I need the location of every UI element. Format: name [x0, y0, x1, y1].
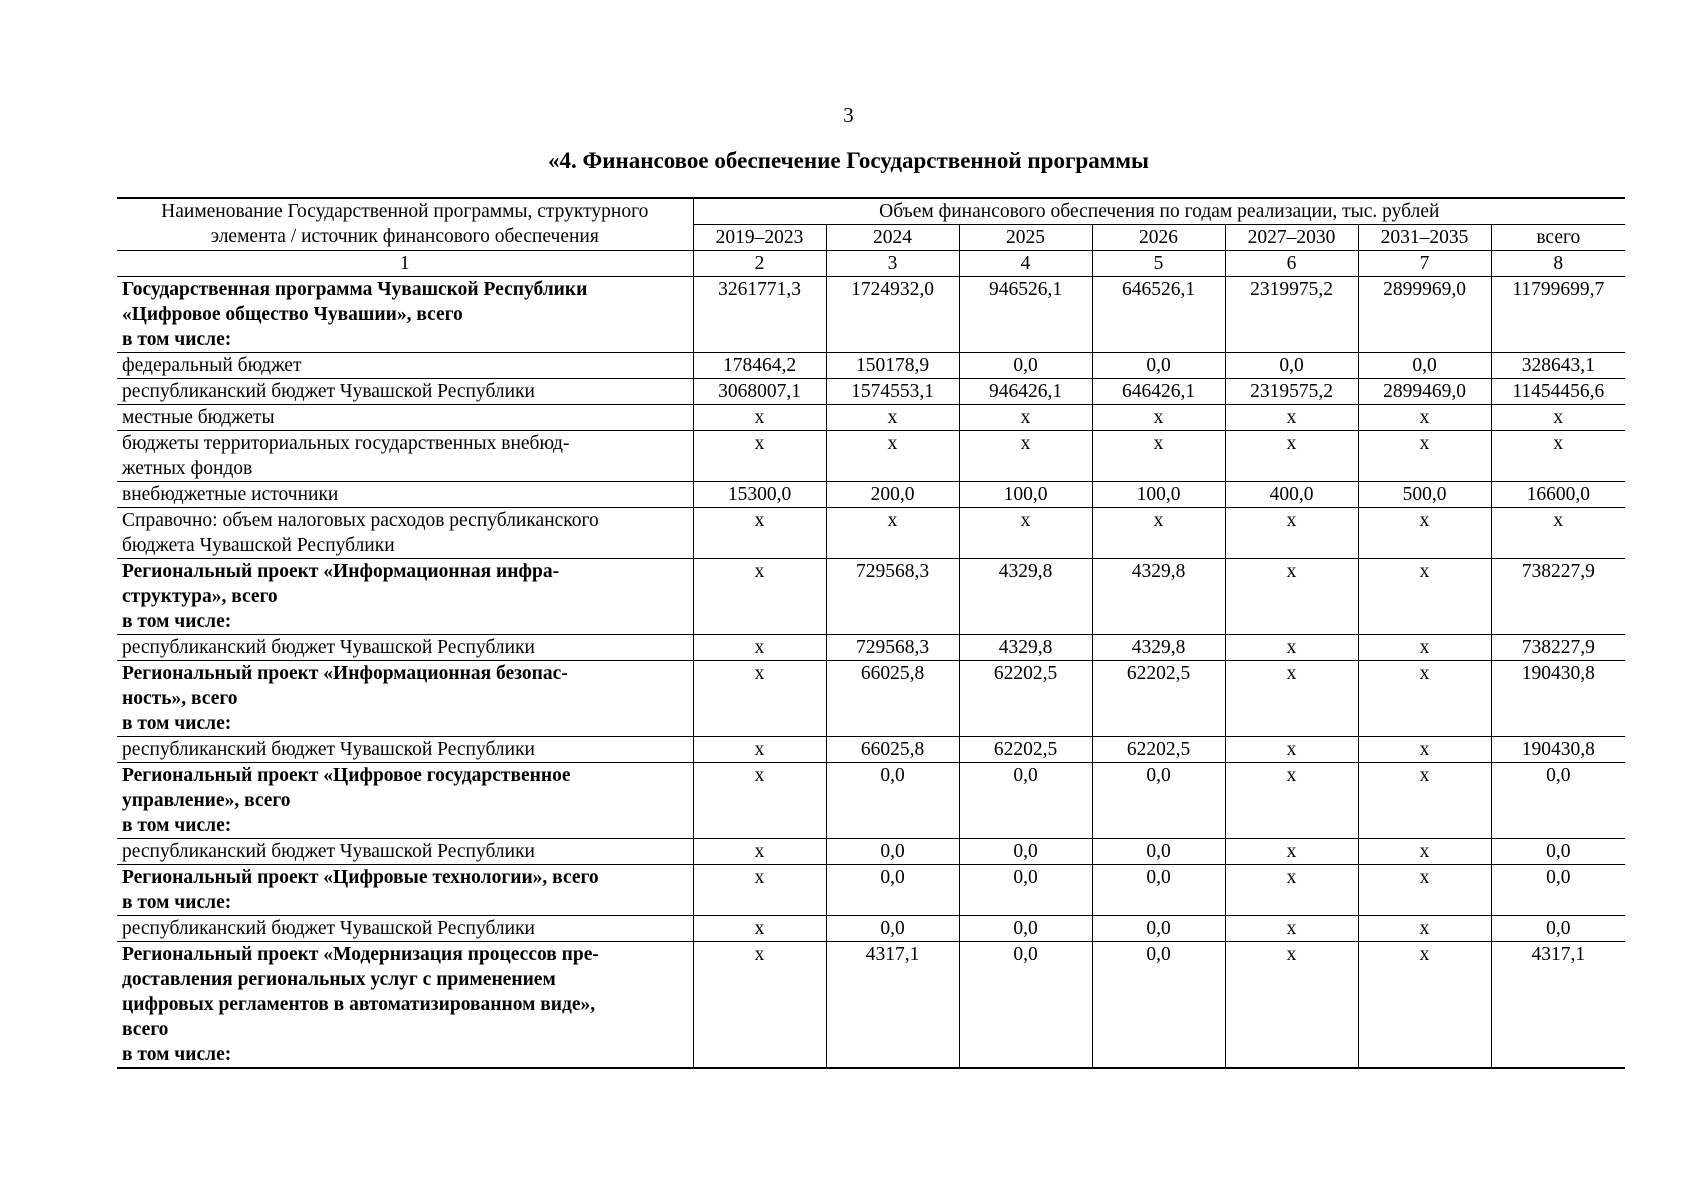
value-cell: х	[1225, 865, 1358, 916]
value-cell: 0,0	[959, 916, 1092, 942]
value-cell: 729568,3	[826, 559, 959, 635]
header-period: 2025	[959, 225, 1092, 251]
value-cell: х	[1225, 431, 1358, 482]
row-name-line: Региональный проект «Цифровые технологии», всего	[122, 867, 599, 888]
value-cell: 646526,1	[1092, 277, 1225, 353]
row-name-line: всего	[122, 1019, 169, 1040]
value-cell: х	[1225, 559, 1358, 635]
value-cell: 646426,1	[1092, 379, 1225, 405]
value-cell: 0,0	[959, 353, 1092, 379]
row-name-line: республиканский бюджет Чувашской Республики	[122, 841, 535, 862]
value-cell: х	[826, 405, 959, 431]
value-cell: х	[1358, 431, 1491, 482]
value-cell: х	[1225, 737, 1358, 763]
value-cell: 0,0	[1092, 763, 1225, 839]
value-cell: х	[959, 431, 1092, 482]
row-name-line: управление», всего	[122, 790, 291, 811]
section-title: «4. Финансовое обеспечение Государственной программы	[548, 148, 1149, 173]
table-row	[117, 916, 1625, 942]
value-cell: х	[1358, 559, 1491, 635]
table-row	[117, 482, 1625, 508]
total-value-cell: 0,0	[1491, 865, 1625, 916]
row-name-cell	[117, 865, 693, 916]
table-row	[117, 661, 1625, 737]
header-row-1	[117, 198, 1625, 225]
row-name-line: республиканский бюджет Чувашской Республики	[122, 739, 535, 760]
value-cell: х	[1225, 508, 1358, 559]
value-cell: х	[693, 737, 826, 763]
page-number: 3	[843, 103, 854, 127]
table-body	[117, 277, 1625, 1069]
value-cell: 62202,5	[959, 737, 1092, 763]
column-number: 6	[1225, 251, 1358, 277]
total-value-cell: 738227,9	[1491, 635, 1625, 661]
value-cell: 0,0	[1092, 353, 1225, 379]
column-number: 4	[959, 251, 1092, 277]
header-period: 2027–2030	[1225, 225, 1358, 251]
value-cell: 4329,8	[959, 559, 1092, 635]
row-name-line: в том числе:	[122, 611, 232, 632]
value-cell: 0,0	[826, 839, 959, 865]
total-value-cell: 190430,8	[1491, 661, 1625, 737]
row-name-line: Государственная программа Чувашской Республики	[122, 279, 588, 300]
row-name-cell	[117, 405, 693, 431]
value-cell: х	[693, 942, 826, 1069]
row-name-line: структура», всего	[122, 586, 278, 607]
value-cell: х	[1358, 916, 1491, 942]
value-cell: 0,0	[959, 839, 1092, 865]
value-cell: 3068007,1	[693, 379, 826, 405]
total-value-cell: 328643,1	[1491, 353, 1625, 379]
column-number: 8	[1491, 251, 1625, 277]
value-cell: 0,0	[1092, 839, 1225, 865]
table-row	[117, 635, 1625, 661]
value-cell: 4329,8	[1092, 559, 1225, 635]
value-cell: 0,0	[959, 763, 1092, 839]
table-header	[117, 198, 1625, 277]
value-cell: 4329,8	[1092, 635, 1225, 661]
financing-table	[117, 197, 1625, 1069]
row-name-line: республиканский бюджет Чувашской Республики	[122, 637, 535, 658]
value-cell: х	[693, 839, 826, 865]
value-cell: х	[1358, 635, 1491, 661]
value-cell: х	[693, 508, 826, 559]
value-cell: х	[1358, 661, 1491, 737]
header-period-total: всего	[1491, 225, 1625, 251]
value-cell: 0,0	[959, 865, 1092, 916]
value-cell: 0,0	[826, 865, 959, 916]
value-cell: х	[693, 916, 826, 942]
value-cell: х	[1358, 405, 1491, 431]
row-name-line: бюджеты территориальных государственных внебюд-	[122, 433, 570, 454]
header-period: 2019–2023	[693, 225, 826, 251]
row-name-cell	[117, 839, 693, 865]
row-name-cell	[117, 661, 693, 737]
value-cell: 62202,5	[1092, 737, 1225, 763]
value-cell: х	[826, 508, 959, 559]
row-name-line: республиканский бюджет Чувашской Республики	[122, 918, 535, 939]
header-period: 2031–2035	[1358, 225, 1491, 251]
column-number: 1	[117, 251, 693, 277]
value-cell: х	[693, 661, 826, 737]
row-name-cell	[117, 916, 693, 942]
value-cell: х	[693, 635, 826, 661]
row-name-line: в том числе:	[122, 329, 232, 350]
value-cell: х	[1358, 737, 1491, 763]
value-cell: 15300,0	[693, 482, 826, 508]
value-cell: х	[693, 431, 826, 482]
row-name-line: доставления региональных услуг с применением	[122, 969, 556, 990]
row-name-cell	[117, 277, 693, 353]
row-name-cell	[117, 508, 693, 559]
table-row	[117, 277, 1625, 353]
value-cell: 200,0	[826, 482, 959, 508]
value-cell: 0,0	[826, 916, 959, 942]
value-cell: 0,0	[1358, 353, 1491, 379]
row-name-line: внебюджетные источники	[122, 484, 339, 505]
value-cell: 0,0	[1225, 353, 1358, 379]
column-number: 5	[1092, 251, 1225, 277]
value-cell: 1574553,1	[826, 379, 959, 405]
row-name-line: федеральный бюджет	[122, 355, 302, 376]
value-cell: 66025,8	[826, 737, 959, 763]
value-cell: 400,0	[1225, 482, 1358, 508]
value-cell: х	[826, 431, 959, 482]
row-name-line: Региональный проект «Информационная безопас-	[122, 663, 568, 684]
value-cell: 62202,5	[959, 661, 1092, 737]
table-row	[117, 508, 1625, 559]
value-cell: 4317,1	[826, 942, 959, 1069]
header-period: 2024	[826, 225, 959, 251]
value-cell: 4329,8	[959, 635, 1092, 661]
value-cell: х	[1358, 942, 1491, 1069]
value-cell: 178464,2	[693, 353, 826, 379]
row-name-line: «Цифровое общество Чувашии», всего	[122, 304, 463, 325]
header-name-column: Наименование Государственной программы, структурного элемента / источник финансового обеспечения	[117, 198, 693, 251]
table-row	[117, 763, 1625, 839]
total-value-cell: 738227,9	[1491, 559, 1625, 635]
value-cell: х	[693, 559, 826, 635]
value-cell: 0,0	[1092, 865, 1225, 916]
row-name-line: Региональный проект «Информационная инфра-	[122, 561, 560, 582]
table-row	[117, 559, 1625, 635]
total-value-cell: 0,0	[1491, 839, 1625, 865]
value-cell: 729568,3	[826, 635, 959, 661]
row-name-line: в том числе:	[122, 713, 232, 734]
value-cell: 66025,8	[826, 661, 959, 737]
value-cell: 2319975,2	[1225, 277, 1358, 353]
total-value-cell: х	[1491, 431, 1625, 482]
value-cell: х	[1358, 865, 1491, 916]
row-name-line: местные бюджеты	[122, 407, 275, 428]
total-value-cell: 11454456,6	[1491, 379, 1625, 405]
value-cell: 100,0	[1092, 482, 1225, 508]
total-value-cell: 0,0	[1491, 916, 1625, 942]
value-cell: 0,0	[1092, 942, 1225, 1069]
row-name-line: Региональный проект «Цифровое государственное	[122, 765, 571, 786]
value-cell: 500,0	[1358, 482, 1491, 508]
row-name-line: в том числе:	[122, 1044, 232, 1065]
total-value-cell: 190430,8	[1491, 737, 1625, 763]
value-cell: х	[1225, 763, 1358, 839]
column-number: 3	[826, 251, 959, 277]
value-cell: х	[1092, 508, 1225, 559]
value-cell: 946526,1	[959, 277, 1092, 353]
value-cell: 62202,5	[1092, 661, 1225, 737]
total-value-cell: х	[1491, 405, 1625, 431]
value-cell: х	[1358, 763, 1491, 839]
header-period: 2026	[1092, 225, 1225, 251]
value-cell: х	[1358, 839, 1491, 865]
value-cell: 2899969,0	[1358, 277, 1491, 353]
value-cell: х	[959, 508, 1092, 559]
value-cell: 150178,9	[826, 353, 959, 379]
total-value-cell: 4317,1	[1491, 942, 1625, 1069]
table-row	[117, 379, 1625, 405]
header-numbers-row	[117, 251, 1625, 277]
table-row	[117, 865, 1625, 916]
total-value-cell: х	[1491, 508, 1625, 559]
row-name-line: жетных фондов	[122, 458, 253, 479]
row-name-cell	[117, 763, 693, 839]
row-name-cell	[117, 431, 693, 482]
value-cell: х	[1225, 635, 1358, 661]
table-row	[117, 942, 1625, 1069]
row-name-line: цифровых регламентов в автоматизированном виде»,	[122, 994, 596, 1015]
table-row	[117, 353, 1625, 379]
value-cell: 0,0	[1092, 916, 1225, 942]
row-name-cell	[117, 942, 693, 1069]
value-cell: х	[1358, 508, 1491, 559]
column-number: 2	[693, 251, 826, 277]
table-row	[117, 431, 1625, 482]
row-name-cell	[117, 635, 693, 661]
row-name-line: бюджета Чувашской Республики	[122, 535, 395, 556]
value-cell: х	[1225, 405, 1358, 431]
row-name-line: Справочно: объем налоговых расходов республиканского	[122, 510, 599, 531]
row-name-cell	[117, 379, 693, 405]
table-row	[117, 839, 1625, 865]
row-name-line: республиканский бюджет Чувашской Республики	[122, 381, 535, 402]
row-name-line: Региональный проект «Модернизация процессов пре-	[122, 944, 599, 965]
value-cell: х	[1225, 916, 1358, 942]
value-cell: х	[693, 865, 826, 916]
row-name-line: ность», всего	[122, 688, 238, 709]
row-name-line: в том числе:	[122, 815, 232, 836]
value-cell: х	[1225, 661, 1358, 737]
total-value-cell: 16600,0	[1491, 482, 1625, 508]
value-cell: 0,0	[959, 942, 1092, 1069]
value-cell: х	[959, 405, 1092, 431]
value-cell: 2319575,2	[1225, 379, 1358, 405]
value-cell: х	[693, 763, 826, 839]
value-cell: 100,0	[959, 482, 1092, 508]
table-row	[117, 737, 1625, 763]
value-cell: 1724932,0	[826, 277, 959, 353]
value-cell: х	[1092, 405, 1225, 431]
value-cell: х	[1225, 839, 1358, 865]
value-cell: х	[1225, 942, 1358, 1069]
value-cell: 946426,1	[959, 379, 1092, 405]
value-cell: х	[1092, 431, 1225, 482]
header-group-label: Объем финансового обеспечения по годам реализации, тыс. рублей	[693, 198, 1625, 225]
table-row	[117, 405, 1625, 431]
total-value-cell: 0,0	[1491, 763, 1625, 839]
row-name-cell	[117, 559, 693, 635]
value-cell: 3261771,3	[693, 277, 826, 353]
row-name-cell	[117, 737, 693, 763]
row-name-line: в том числе:	[122, 892, 232, 913]
row-name-cell	[117, 482, 693, 508]
column-number: 7	[1358, 251, 1491, 277]
value-cell: х	[693, 405, 826, 431]
total-value-cell: 11799699,7	[1491, 277, 1625, 353]
value-cell: 2899469,0	[1358, 379, 1491, 405]
row-name-cell	[117, 353, 693, 379]
value-cell: 0,0	[826, 763, 959, 839]
